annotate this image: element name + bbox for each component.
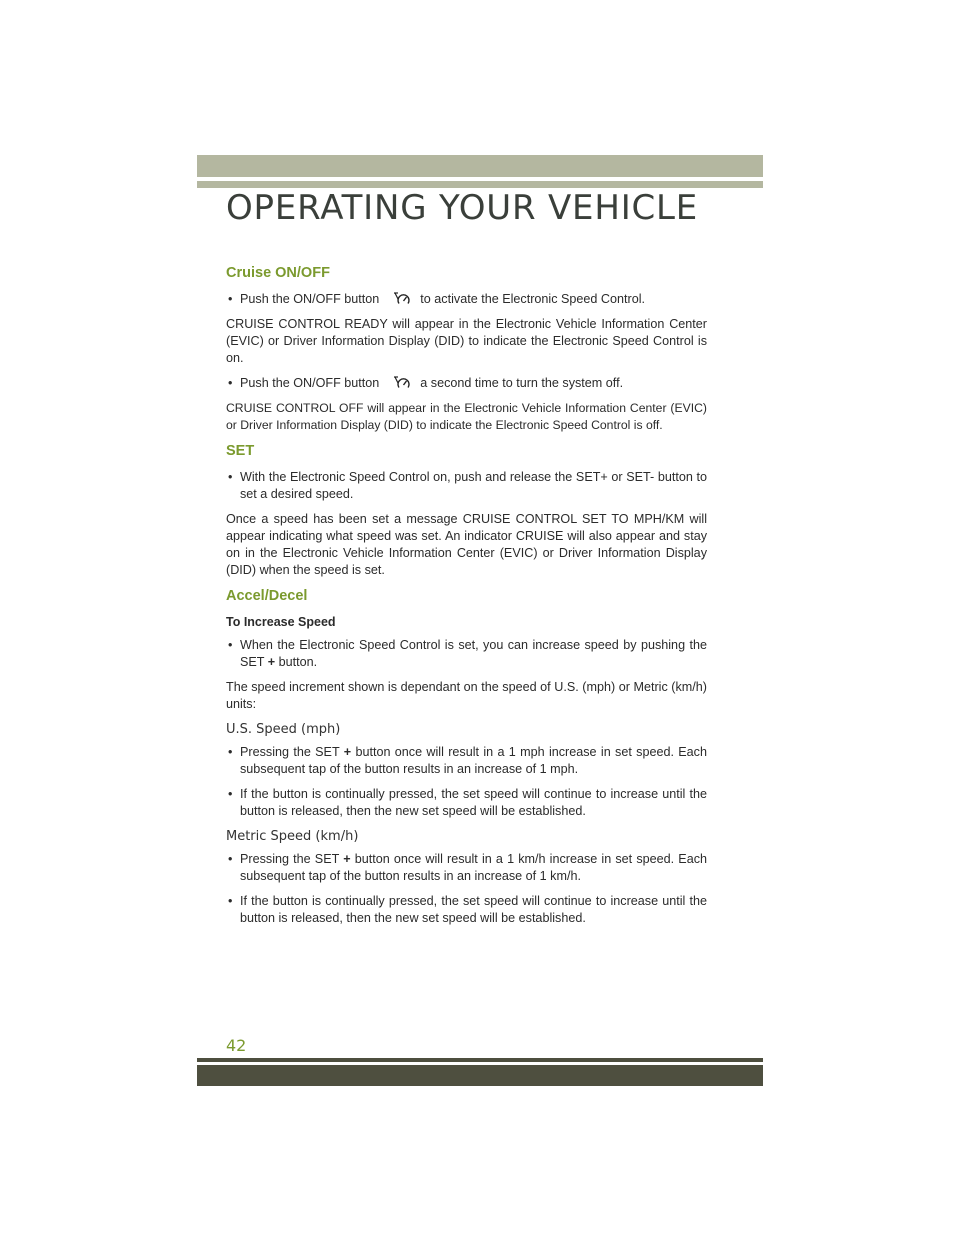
cruise-off-list — [226, 375, 707, 392]
footer-band-line — [197, 1058, 763, 1062]
accel-list — [226, 637, 707, 671]
paragraph: CRUISE CONTROL OFF will appear in the Electronic Vehicle Information Center (EVIC) or Driver Information Display (DID) to indicate the Electronic Speed Control is off. — [226, 401, 707, 432]
page-content — [226, 264, 707, 935]
list-item — [226, 375, 707, 392]
plus-symbol: + — [267, 655, 276, 669]
cruise-control-icon — [385, 291, 415, 305]
heading-cruise-on-off: Cruise ON/OFF — [226, 265, 330, 281]
bullet-text: Pressing the SET — [240, 852, 340, 866]
header-band — [197, 155, 763, 177]
bullet-text: button once will result in a 1 km/h increase in set speed. Each subsequent tap of the button results in an increase of 1 km/h. — [240, 852, 707, 883]
list-item: • If the button is continually pressed, the set speed will continue to increase until the button is released, then the new set speed will be established. — [226, 786, 707, 820]
plus-symbol: + — [343, 745, 352, 759]
bullet-text: Push the ON/OFF button — [240, 292, 380, 306]
page-number: 42 — [226, 1036, 247, 1055]
list-item — [226, 744, 707, 778]
metric-speed-list — [226, 851, 707, 927]
bullet-text: button once will result in a 1 mph increase in set speed. Each subsequent tap of the button results in an increase of 1 mph. — [240, 745, 707, 776]
list-item — [226, 637, 707, 671]
cruise-control-icon — [385, 375, 415, 389]
subheading-increase-speed: To Increase Speed — [226, 615, 336, 629]
section-title: OPERATING YOUR VEHICLE — [226, 188, 699, 228]
bullet-text: to activate the Electronic Speed Control. — [420, 292, 646, 306]
bullet-text: Push the ON/OFF button — [240, 376, 380, 390]
list-item — [226, 851, 707, 885]
heading-us-speed: U.S. Speed (mph) — [226, 722, 341, 737]
us-speed-list — [226, 744, 707, 820]
bullet-text: Pressing the SET — [240, 745, 340, 759]
list-item: • If the button is continually pressed, the set speed will continue to increase until the button is released, then the new set speed will be established. — [226, 893, 707, 927]
plus-symbol: + — [343, 852, 351, 866]
cruise-on-list — [226, 291, 707, 308]
list-item — [226, 291, 707, 308]
paragraph: CRUISE CONTROL READY will appear in the Electronic Vehicle Information Center (EVIC) or Driver Information Display (DID) to indicate the Electronic Speed Control is on. — [226, 317, 707, 365]
bullet-text: a second time to turn the system off. — [420, 376, 624, 390]
set-list — [226, 469, 707, 503]
paragraph: Once a speed has been set a message CRUISE CONTROL SET TO MPH/KM will appear indicating what speed was set. An indicator CRUISE will also appear and stay on in the Electronic Vehicle Information Center (EVIC) or Driver Information Display (DID) when the speed is set. — [226, 512, 707, 577]
heading-accel-decel: Accel/Decel — [226, 588, 308, 604]
footer-band — [197, 1065, 763, 1086]
paragraph: The speed increment shown is dependant on the speed of U.S. (mph) or Metric (km/h) units: — [226, 680, 707, 711]
bullet-text: button. — [278, 655, 318, 669]
header-band-line — [197, 181, 763, 188]
heading-metric-speed: Metric Speed (km/h) — [226, 829, 359, 844]
heading-set: SET — [226, 443, 255, 459]
list-item: • With the Electronic Speed Control on, push and release the SET+ or SET- button to set a desired speed. — [226, 469, 707, 503]
bullet-text: When the Electronic Speed Control is set, you can increase speed by pushing the SET — [240, 638, 707, 669]
